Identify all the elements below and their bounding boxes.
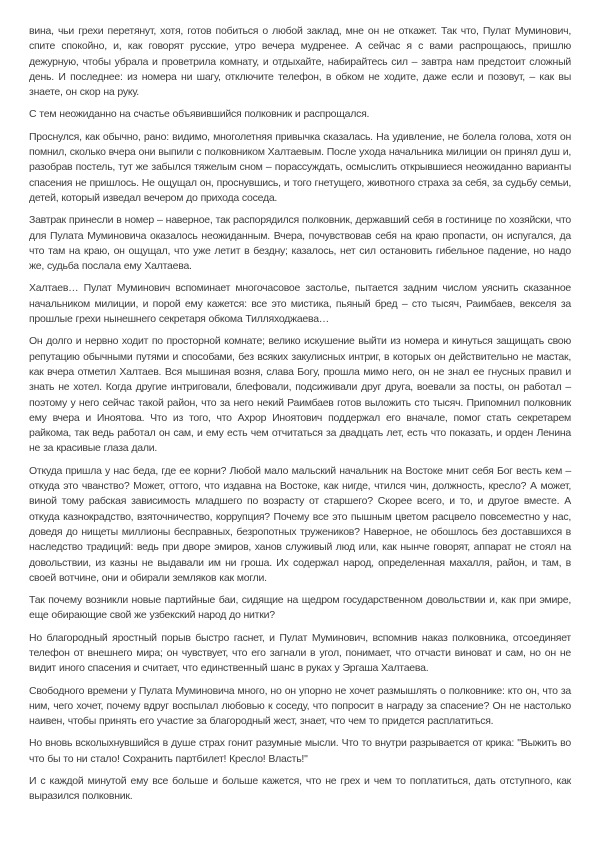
paragraph: Он долго и нервно ходит по просторной комнате; велико искушение выйти из номера и кинуться защищать свою репутацию обычными путями и способами, без всяких закулисных интриг, в которых он действительно не мастак, как вчера отметил Халтаев. Вся мышиная возня, слава Богу, прошла мимо него, он не знал ее гнусных правил и знать не хотел. Когда другие интриговали, блефовали, подсиживали друг друга, воевали за посты, он работал – поэтому у него сейчас такой район, что за него некий Раимбаев готов выложить сто тысяч. Припомнил полковник ему вчера и Иноятова. Что из того, что Ахрор Иноятович поддержал его вначале, помог стать секретарем райкома, так ведь работал он сам, и ему есть чем отчитаться за двадцать лет, есть что показать, и орден Ленина не за красивые глаза дали. bbox=[29, 335, 571, 455]
paragraph: С тем неожиданно на счастье объявившийся полковник и распрощался. bbox=[29, 108, 370, 121]
paragraph: Завтрак принесли в номер – наверное, так распорядился полковник, державший себя в гостинице по хозяйски, что для Пулата Муминовича оказалось неожиданным. Вчера, почувствовав себя на краю пропасти, он испугался, да что там на краю, он ощущал, что уже летит в бездну; казалось, нет сил остановить гибельное падение, но надо же, судьба послала ему Халтаева. bbox=[29, 214, 571, 273]
paragraph: Проснулся, как обычно, рано: видимо, многолетняя привычка сказалась. На удивление, не болела голова, хотя он помнил, сколько вчера они выпили с полковником Халтаевым. После ухода начальника милиции он принял душ и, разобрав постель, тут же забылся тяжелым сном – порассуждать, осмыслить открывшиеся неожиданно варианты спасения не пришлось. Не ощущал он, проснувшись, и того гнетущего, животного страха за себя, за судьбу семьи, детей, который изведал вечером до прихода соседа. bbox=[29, 130, 571, 204]
paragraph: вина, чьи грехи перетянут, хотя, готов побиться о любой заклад, мне он не откажет. Так что, Пулат Муминович, спите спокойно, и, как говорят русские, утро вечера мудренее. А сейчас я с вами распрощаюсь, пришлю дежурную, чтобы убрала и проветрила комнату, и отдыхайте, набирайтесь сил – завтра нам предстоит сложный день. И последнее: из номера ни шагу, отключите телефон, в обком не ходите, даже если и позовут, – как вы знаете, он скор на руку. bbox=[29, 25, 571, 99]
paragraph: Но вновь всколыхнувшийся в душе страх гонит разумные мысли. Что то внутри разрывается от крика: "Выжить во что бы то ни стало! Сохранить партбилет! Кресло! Власть!" bbox=[29, 737, 571, 765]
paragraph: Халтаев… Пулат Муминович вспоминает многочасовое застолье, пытается задним числом уяснить сказанное начальником милиции, и порой ему кажется: все это мистика, пьяный бред – сто тысяч, Раимбаев, векселя за прошлые грехи нынешнего секретаря обкома Тилляходжаева… bbox=[29, 282, 571, 326]
paragraph: И с каждой минутой ему все больше и больше кажется, что не грех и чем то поплатиться, дать отступного, как выразился полковник. bbox=[29, 775, 571, 803]
paragraph: Но благородный яростный порыв быстро гаснет, и Пулат Муминович, вспомнив наказ полковника, отсоединяет телефон от внешнего мира; он чувствует, что его загнали в угол, понимает, что отчасти виноват и сам, но он не видит иного спасения и считает, что единственный шанс в руках у Эргаша Халтаева. bbox=[29, 631, 571, 675]
paragraph: Свободного времени у Пулата Муминовича много, но он упорно не хочет размышлять о полковнике: кто он, что за ним, чего хочет, почему вдруг воспылал любовью к соседу, что попросит в награду за спасение? Он не настолько наивен, чтобы принять его участие за благородный жест, знает, что чем то придется расплатиться. bbox=[29, 684, 571, 728]
paragraph: Откуда пришла у нас беда, где ее корни? Любой мало мальский начальник на Востоке мнит себя Бог весть кем – откуда это чванство? Может, оттого, что издавна на Востоке, как нигде, чтился чин, должность, кресло? А может, виной тому рабская зависимость младшего по возрасту от старшего? Скорее всего, и то, и другое вместе. А откуда казнокрадство, взяточничество, коррупция? Почему все это пышным цветом расцвело повсеместно у нас, доведя до нищеты миллионы бесправных, безропотных тружеников? Наверное, не обошлось без доставшихся в наследство традиций: ведь при дворе эмиров, ханов служивый люд или, как нынче говорят, аппарат не стоял на довольствии, из казны не выдавали им ни гроша. Их содержал народ, определенная махалля, район, и там, в своей вотчине, они и обирали земляков как могли. bbox=[29, 464, 571, 584]
paragraph: Так почему возникли новые партийные баи, сидящие на щедром государственном довольствии и, как при эмире, еще обирающие свой же узбекский народ до нитки? bbox=[29, 594, 571, 622]
